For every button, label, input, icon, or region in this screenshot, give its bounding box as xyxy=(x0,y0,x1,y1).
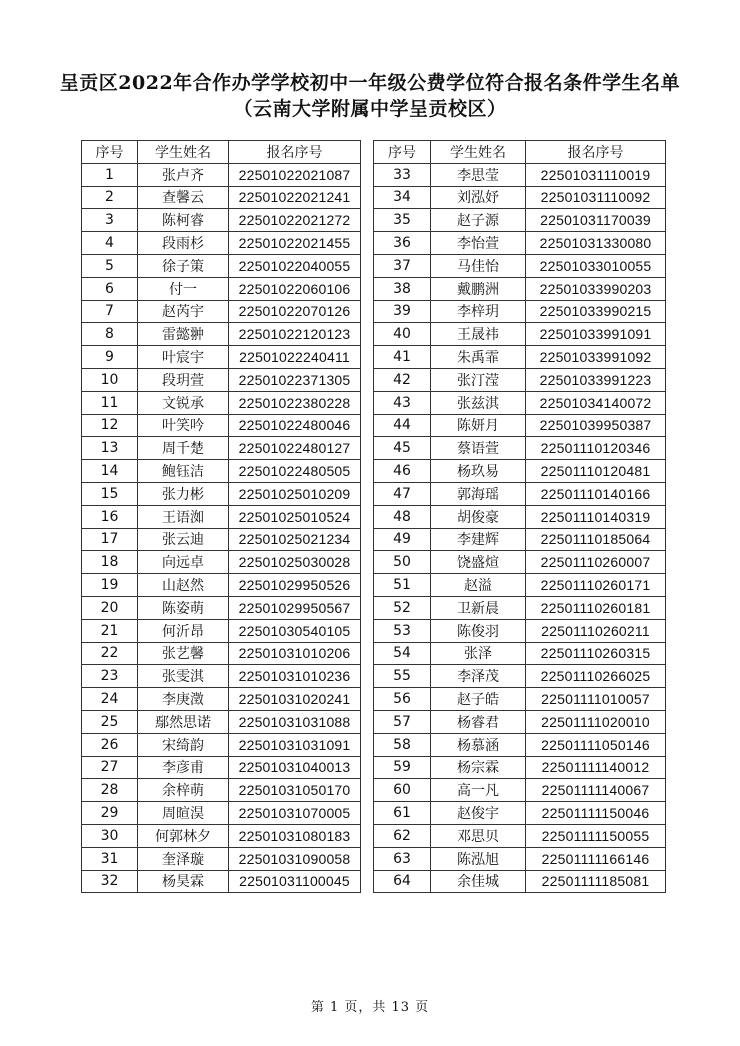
row-reg-number: 22501031110092 xyxy=(526,186,666,209)
row-student-name: 张雯淇 xyxy=(138,665,229,688)
row-reg-number: 22501025010524 xyxy=(229,505,361,528)
row-student-name: 杨宗霖 xyxy=(431,756,526,779)
table-row xyxy=(374,802,666,825)
row-seq: 42 xyxy=(374,368,431,391)
row-reg-number: 22501022021241 xyxy=(229,186,361,209)
table-row xyxy=(82,209,361,232)
row-student-name: 宋绮韵 xyxy=(138,733,229,756)
table-body-right xyxy=(374,163,666,893)
row-seq: 18 xyxy=(82,551,138,574)
row-student-name: 赵子源 xyxy=(431,209,526,232)
row-student-name: 余梓萌 xyxy=(138,779,229,802)
table-row xyxy=(82,323,361,346)
row-seq: 13 xyxy=(82,437,138,460)
row-student-name: 赵溢 xyxy=(431,574,526,597)
row-reg-number: 22501110260211 xyxy=(526,619,666,642)
table-row xyxy=(374,596,666,619)
table-row xyxy=(374,688,666,711)
row-seq: 46 xyxy=(374,460,431,483)
table-row xyxy=(82,414,361,437)
row-seq: 17 xyxy=(82,528,138,551)
row-student-name: 张云迪 xyxy=(138,528,229,551)
table-row xyxy=(374,391,666,414)
row-reg-number: 22501029950526 xyxy=(229,574,361,597)
row-student-name: 何沂昂 xyxy=(138,619,229,642)
row-student-name: 陈泓旭 xyxy=(431,847,526,870)
row-student-name: 周暄淏 xyxy=(138,802,229,825)
row-seq: 14 xyxy=(82,460,138,483)
row-reg-number: 22501031170039 xyxy=(526,209,666,232)
page-footer: 第 1 页，共 13 页 xyxy=(310,1000,430,1015)
row-student-name: 李建辉 xyxy=(431,528,526,551)
table-row xyxy=(82,254,361,277)
row-reg-number: 22501022480505 xyxy=(229,460,361,483)
row-reg-number: 22501110185064 xyxy=(526,528,666,551)
row-reg-number: 22501022371305 xyxy=(229,368,361,391)
row-reg-number: 22501033991092 xyxy=(526,346,666,369)
row-seq: 22 xyxy=(82,642,138,665)
row-seq: 5 xyxy=(82,254,138,277)
row-seq: 51 xyxy=(374,574,431,597)
row-student-name: 朱禹霏 xyxy=(431,346,526,369)
row-seq: 36 xyxy=(374,232,431,255)
table-row xyxy=(82,186,361,209)
row-student-name: 杨睿君 xyxy=(431,710,526,733)
row-student-name: 李泽茂 xyxy=(431,665,526,688)
row-student-name: 向远卓 xyxy=(138,551,229,574)
row-seq: 64 xyxy=(374,870,431,893)
row-seq: 63 xyxy=(374,847,431,870)
header-name: 学生姓名 xyxy=(431,141,526,164)
row-student-name: 李庚澂 xyxy=(138,688,229,711)
header-reg: 报名序号 xyxy=(229,141,361,164)
row-student-name: 李梓玥 xyxy=(431,300,526,323)
row-reg-number: 22501111010057 xyxy=(526,688,666,711)
row-seq: 1 xyxy=(82,163,138,186)
row-seq: 11 xyxy=(82,391,138,414)
row-reg-number: 22501022021455 xyxy=(229,232,361,255)
row-student-name: 鲍钰洁 xyxy=(138,460,229,483)
table-row xyxy=(82,824,361,847)
row-reg-number: 22501022380228 xyxy=(229,391,361,414)
row-reg-number: 22501022120123 xyxy=(229,323,361,346)
row-reg-number: 22501110140166 xyxy=(526,482,666,505)
row-reg-number: 22501033990203 xyxy=(526,277,666,300)
row-seq: 55 xyxy=(374,665,431,688)
row-student-name: 张汀滢 xyxy=(431,368,526,391)
table-row xyxy=(82,551,361,574)
row-reg-number: 22501111140067 xyxy=(526,779,666,802)
row-student-name: 叶宸宇 xyxy=(138,346,229,369)
row-student-name: 张泽 xyxy=(431,642,526,665)
row-seq: 15 xyxy=(82,482,138,505)
table-row xyxy=(82,779,361,802)
row-seq: 4 xyxy=(82,232,138,255)
row-reg-number: 22501029950567 xyxy=(229,596,361,619)
table-row xyxy=(374,870,666,893)
table-row xyxy=(82,346,361,369)
row-seq: 43 xyxy=(374,391,431,414)
table-row xyxy=(82,574,361,597)
row-reg-number: 22501111185081 xyxy=(526,870,666,893)
row-seq: 29 xyxy=(82,802,138,825)
row-student-name: 杨慕涵 xyxy=(431,733,526,756)
row-seq: 20 xyxy=(82,596,138,619)
row-student-name: 张艺馨 xyxy=(138,642,229,665)
row-student-name: 余佳城 xyxy=(431,870,526,893)
row-reg-number: 22501031031091 xyxy=(229,733,361,756)
row-reg-number: 22501025010209 xyxy=(229,482,361,505)
table-row xyxy=(374,665,666,688)
table-row xyxy=(374,300,666,323)
table-row xyxy=(374,528,666,551)
row-reg-number: 22501031040013 xyxy=(229,756,361,779)
row-seq: 31 xyxy=(82,847,138,870)
row-reg-number: 22501039950387 xyxy=(526,414,666,437)
row-student-name: 山赵然 xyxy=(138,574,229,597)
table-row xyxy=(82,277,361,300)
row-reg-number: 22501033010055 xyxy=(526,254,666,277)
row-student-name: 郭海瑶 xyxy=(431,482,526,505)
row-seq: 40 xyxy=(374,323,431,346)
row-student-name: 邓思贝 xyxy=(431,824,526,847)
row-seq: 35 xyxy=(374,209,431,232)
student-table-right xyxy=(373,140,666,893)
row-student-name: 查馨云 xyxy=(138,186,229,209)
table-row xyxy=(374,847,666,870)
row-seq: 52 xyxy=(374,596,431,619)
row-seq: 34 xyxy=(374,186,431,209)
row-reg-number: 22501111020010 xyxy=(526,710,666,733)
row-reg-number: 22501110260007 xyxy=(526,551,666,574)
row-student-name: 饶盛煊 xyxy=(431,551,526,574)
row-seq: 54 xyxy=(374,642,431,665)
table-row xyxy=(82,596,361,619)
student-table-left xyxy=(81,140,361,893)
row-reg-number: 22501031080183 xyxy=(229,824,361,847)
row-seq: 61 xyxy=(374,802,431,825)
row-seq: 59 xyxy=(374,756,431,779)
row-student-name: 胡俊豪 xyxy=(431,505,526,528)
row-seq: 7 xyxy=(82,300,138,323)
table-row xyxy=(82,642,361,665)
row-student-name: 杨昊霖 xyxy=(138,870,229,893)
table-row xyxy=(374,414,666,437)
table-row xyxy=(374,551,666,574)
table-header-row xyxy=(374,141,666,164)
row-student-name: 张兹淇 xyxy=(431,391,526,414)
row-seq: 23 xyxy=(82,665,138,688)
row-seq: 32 xyxy=(82,870,138,893)
row-reg-number: 22501031010206 xyxy=(229,642,361,665)
row-student-name: 刘泓妤 xyxy=(431,186,526,209)
row-student-name: 杨玖易 xyxy=(431,460,526,483)
row-reg-number: 22501031020241 xyxy=(229,688,361,711)
row-reg-number: 22501110120346 xyxy=(526,437,666,460)
row-student-name: 蔡语萱 xyxy=(431,437,526,460)
table-row xyxy=(82,688,361,711)
row-reg-number: 22501022070126 xyxy=(229,300,361,323)
row-seq: 48 xyxy=(374,505,431,528)
row-reg-number: 22501111150046 xyxy=(526,802,666,825)
table-row xyxy=(374,209,666,232)
table-row xyxy=(374,460,666,483)
table-row xyxy=(374,505,666,528)
table-row xyxy=(82,505,361,528)
row-reg-number: 22501031330080 xyxy=(526,232,666,255)
table-row xyxy=(374,346,666,369)
row-student-name: 高一凡 xyxy=(431,779,526,802)
table-row xyxy=(374,710,666,733)
table-row xyxy=(82,619,361,642)
table-row xyxy=(374,756,666,779)
row-student-name: 戴鹏洲 xyxy=(431,277,526,300)
table-row xyxy=(82,300,361,323)
row-seq: 26 xyxy=(82,733,138,756)
table-row xyxy=(82,710,361,733)
table-row xyxy=(374,574,666,597)
row-seq: 8 xyxy=(82,323,138,346)
table-row xyxy=(82,665,361,688)
row-seq: 30 xyxy=(82,824,138,847)
row-student-name: 马佳怡 xyxy=(431,254,526,277)
table-row xyxy=(374,642,666,665)
row-reg-number: 22501025030028 xyxy=(229,551,361,574)
row-seq: 62 xyxy=(374,824,431,847)
row-reg-number: 22501110260315 xyxy=(526,642,666,665)
row-student-name: 文锐承 xyxy=(138,391,229,414)
row-seq: 39 xyxy=(374,300,431,323)
row-reg-number: 22501111150055 xyxy=(526,824,666,847)
row-student-name: 周千楚 xyxy=(138,437,229,460)
row-student-name: 赵俊宇 xyxy=(431,802,526,825)
table-row xyxy=(374,619,666,642)
table-row xyxy=(374,186,666,209)
row-reg-number: 22501022240411 xyxy=(229,346,361,369)
table-row xyxy=(82,870,361,893)
row-reg-number: 22501031110019 xyxy=(526,163,666,186)
row-student-name: 陈妍月 xyxy=(431,414,526,437)
row-seq: 10 xyxy=(82,368,138,391)
row-student-name: 叶笑吟 xyxy=(138,414,229,437)
table-row xyxy=(374,163,666,186)
row-seq: 37 xyxy=(374,254,431,277)
row-reg-number: 22501110266025 xyxy=(526,665,666,688)
row-reg-number: 22501111166146 xyxy=(526,847,666,870)
row-reg-number: 22501022480127 xyxy=(229,437,361,460)
row-student-name: 段雨杉 xyxy=(138,232,229,255)
row-seq: 21 xyxy=(82,619,138,642)
row-seq: 47 xyxy=(374,482,431,505)
row-seq: 12 xyxy=(82,414,138,437)
document-subtitle: （云南大学附属中学呈贡校区） xyxy=(233,98,507,120)
table-row xyxy=(374,824,666,847)
row-reg-number: 22501033991091 xyxy=(526,323,666,346)
row-seq: 60 xyxy=(374,779,431,802)
row-seq: 27 xyxy=(82,756,138,779)
row-student-name: 王晟祎 xyxy=(431,323,526,346)
row-student-name: 赵芮宇 xyxy=(138,300,229,323)
row-student-name: 赵子皓 xyxy=(431,688,526,711)
table-row xyxy=(82,802,361,825)
table-row xyxy=(374,277,666,300)
row-student-name: 陈柯睿 xyxy=(138,209,229,232)
row-reg-number: 22501022021272 xyxy=(229,209,361,232)
row-reg-number: 22501034140072 xyxy=(526,391,666,414)
row-seq: 56 xyxy=(374,688,431,711)
table-row xyxy=(374,254,666,277)
row-student-name: 付一 xyxy=(138,277,229,300)
row-seq: 2 xyxy=(82,186,138,209)
row-student-name: 王语洳 xyxy=(138,505,229,528)
document-title: 呈贡区2022年合作办学学校初中一年级公费学位符合报名条件学生名单 xyxy=(59,72,681,94)
row-reg-number: 22501022040055 xyxy=(229,254,361,277)
row-reg-number: 22501022021087 xyxy=(229,163,361,186)
table-row xyxy=(82,437,361,460)
table-row xyxy=(82,232,361,255)
row-seq: 57 xyxy=(374,710,431,733)
row-reg-number: 22501030540105 xyxy=(229,619,361,642)
row-seq: 38 xyxy=(374,277,431,300)
row-reg-number: 22501110140319 xyxy=(526,505,666,528)
header-reg: 报名序号 xyxy=(526,141,666,164)
table-row xyxy=(82,460,361,483)
table-row xyxy=(82,391,361,414)
row-student-name: 奎泽璇 xyxy=(138,847,229,870)
table-row xyxy=(82,163,361,186)
row-reg-number: 22501033991223 xyxy=(526,368,666,391)
row-student-name: 鄢然思诺 xyxy=(138,710,229,733)
table-header-row xyxy=(82,141,361,164)
row-student-name: 卫新晨 xyxy=(431,596,526,619)
table-row xyxy=(374,368,666,391)
row-seq: 44 xyxy=(374,414,431,437)
row-reg-number: 22501031100045 xyxy=(229,870,361,893)
table-row xyxy=(82,733,361,756)
row-seq: 6 xyxy=(82,277,138,300)
row-seq: 33 xyxy=(374,163,431,186)
row-student-name: 段玥萱 xyxy=(138,368,229,391)
row-reg-number: 22501031031088 xyxy=(229,710,361,733)
table-row xyxy=(374,232,666,255)
row-reg-number: 22501110260171 xyxy=(526,574,666,597)
row-student-name: 李思莹 xyxy=(431,163,526,186)
header-seq: 序号 xyxy=(82,141,138,164)
row-reg-number: 22501025021234 xyxy=(229,528,361,551)
row-seq: 25 xyxy=(82,710,138,733)
row-student-name: 张卢齐 xyxy=(138,163,229,186)
table-row xyxy=(82,847,361,870)
row-seq: 45 xyxy=(374,437,431,460)
row-student-name: 雷懿翀 xyxy=(138,323,229,346)
table-row xyxy=(374,482,666,505)
table-body-left xyxy=(82,163,361,893)
row-seq: 49 xyxy=(374,528,431,551)
table-row xyxy=(374,779,666,802)
row-reg-number: 22501031050170 xyxy=(229,779,361,802)
table-row xyxy=(82,368,361,391)
table-row xyxy=(374,733,666,756)
header-name: 学生姓名 xyxy=(138,141,229,164)
row-seq: 53 xyxy=(374,619,431,642)
row-student-name: 李彦甫 xyxy=(138,756,229,779)
row-student-name: 李怡萱 xyxy=(431,232,526,255)
row-seq: 41 xyxy=(374,346,431,369)
table-row xyxy=(82,482,361,505)
table-row xyxy=(374,437,666,460)
row-reg-number: 22501110260181 xyxy=(526,596,666,619)
row-student-name: 张力彬 xyxy=(138,482,229,505)
row-seq: 28 xyxy=(82,779,138,802)
row-reg-number: 22501031070005 xyxy=(229,802,361,825)
header-seq: 序号 xyxy=(374,141,431,164)
row-reg-number: 22501111140012 xyxy=(526,756,666,779)
row-seq: 3 xyxy=(82,209,138,232)
row-reg-number: 22501031090058 xyxy=(229,847,361,870)
row-student-name: 何郭林夕 xyxy=(138,824,229,847)
row-seq: 19 xyxy=(82,574,138,597)
row-seq: 58 xyxy=(374,733,431,756)
table-row xyxy=(82,756,361,779)
row-student-name: 陈姿萌 xyxy=(138,596,229,619)
row-seq: 16 xyxy=(82,505,138,528)
row-seq: 9 xyxy=(82,346,138,369)
row-reg-number: 22501111050146 xyxy=(526,733,666,756)
table-row xyxy=(82,528,361,551)
row-student-name: 徐子策 xyxy=(138,254,229,277)
row-student-name: 陈俊羽 xyxy=(431,619,526,642)
row-reg-number: 22501110120481 xyxy=(526,460,666,483)
table-row xyxy=(374,323,666,346)
row-reg-number: 22501022480046 xyxy=(229,414,361,437)
row-reg-number: 22501022060106 xyxy=(229,277,361,300)
row-reg-number: 22501031010236 xyxy=(229,665,361,688)
row-seq: 50 xyxy=(374,551,431,574)
row-seq: 24 xyxy=(82,688,138,711)
row-reg-number: 22501033990215 xyxy=(526,300,666,323)
